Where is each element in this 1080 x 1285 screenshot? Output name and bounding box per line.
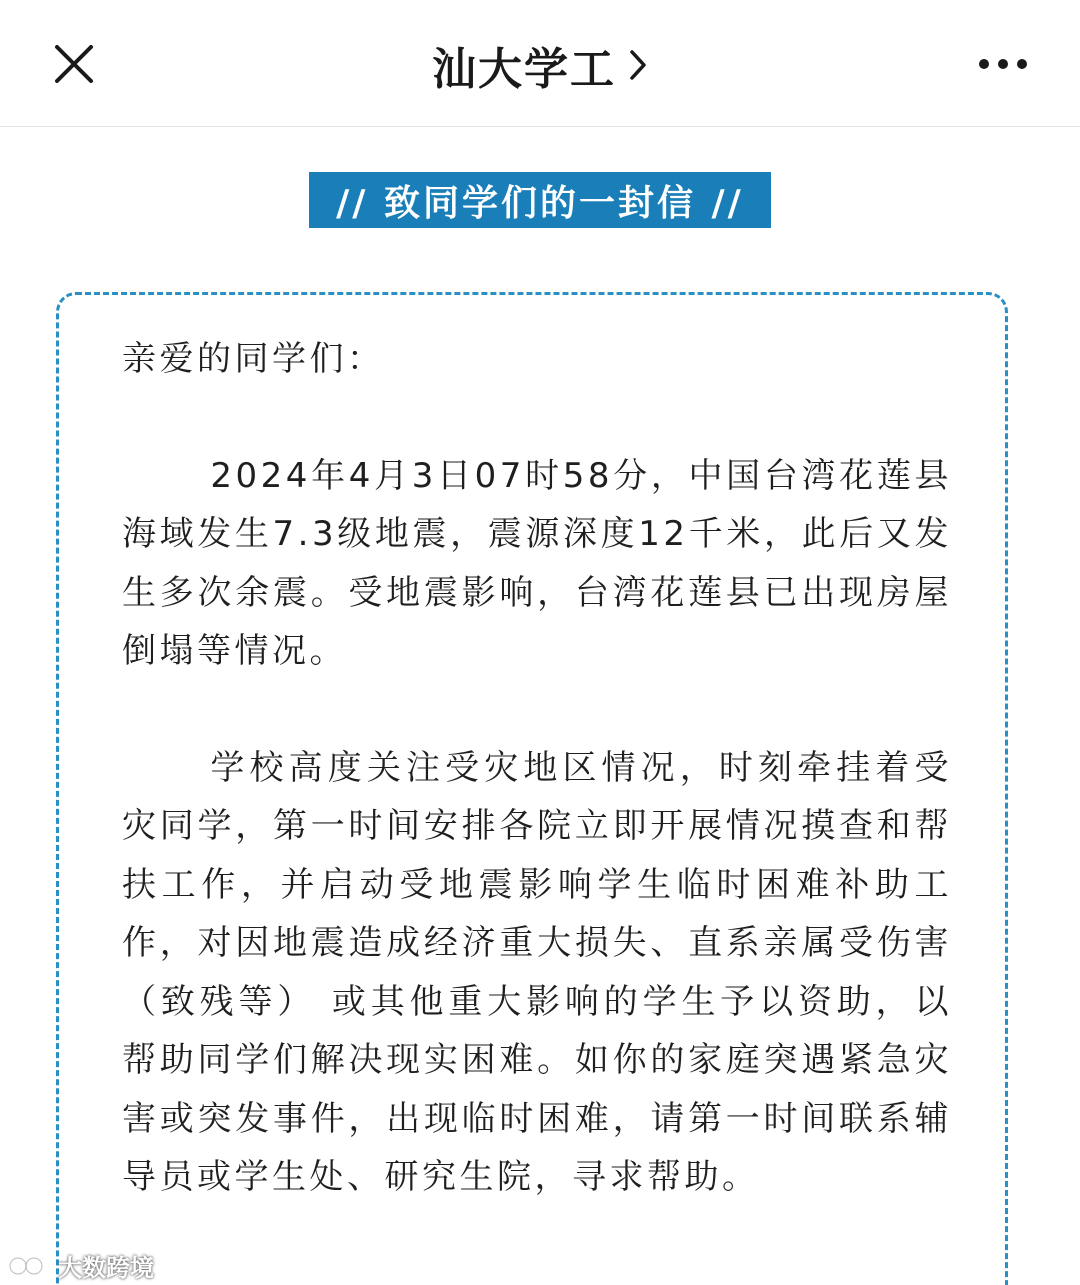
account-title: 汕大学工: [432, 44, 616, 95]
top-navbar: [0, 0, 1080, 127]
close-icon: [50, 40, 98, 88]
letter-heading-banner: [309, 172, 771, 228]
letter-body: [122, 330, 952, 1207]
close-button[interactable]: [50, 40, 98, 88]
watermark-logo-icon: [8, 1252, 52, 1280]
chevron-right-icon: [628, 48, 648, 82]
letter-paragraph-1: 2024年4月3日07时58分，中国台湾花莲县海域发生7.3级地震，震源深度12千米，此后又发生多次余震。受地震影响，台湾花莲县已出现房屋倒塌等情况。: [122, 455, 952, 671]
more-options-button[interactable]: [976, 42, 1030, 86]
account-title-link[interactable]: [432, 33, 648, 97]
more-horizontal-icon: [976, 42, 1030, 86]
letter-paragraph-2: 学校高度关注受灾地区情况，时刻牵挂着受灾同学，第一时间安排各院立即开展情况摸查和帮扶工作，并启动受地震影响学生临时困难补助工作，对因地震造成经济重大损失、直系亲属受伤害（致残等） 或其他重大影响的学生予以资助，以帮助同学们解决现实困难。如你的家庭突遇紧急灾害或突发事件，出现临时困难，请第一时间联系辅导员或学生处、研究生院，寻求帮助。: [122, 747, 952, 1197]
watermark-text: 大数跨境: [58, 1254, 154, 1282]
letter-greeting: 亲爱的同学们：: [122, 339, 385, 379]
watermark: [8, 1248, 154, 1283]
letter-heading: // 致同学们的一封信 //: [336, 182, 744, 224]
